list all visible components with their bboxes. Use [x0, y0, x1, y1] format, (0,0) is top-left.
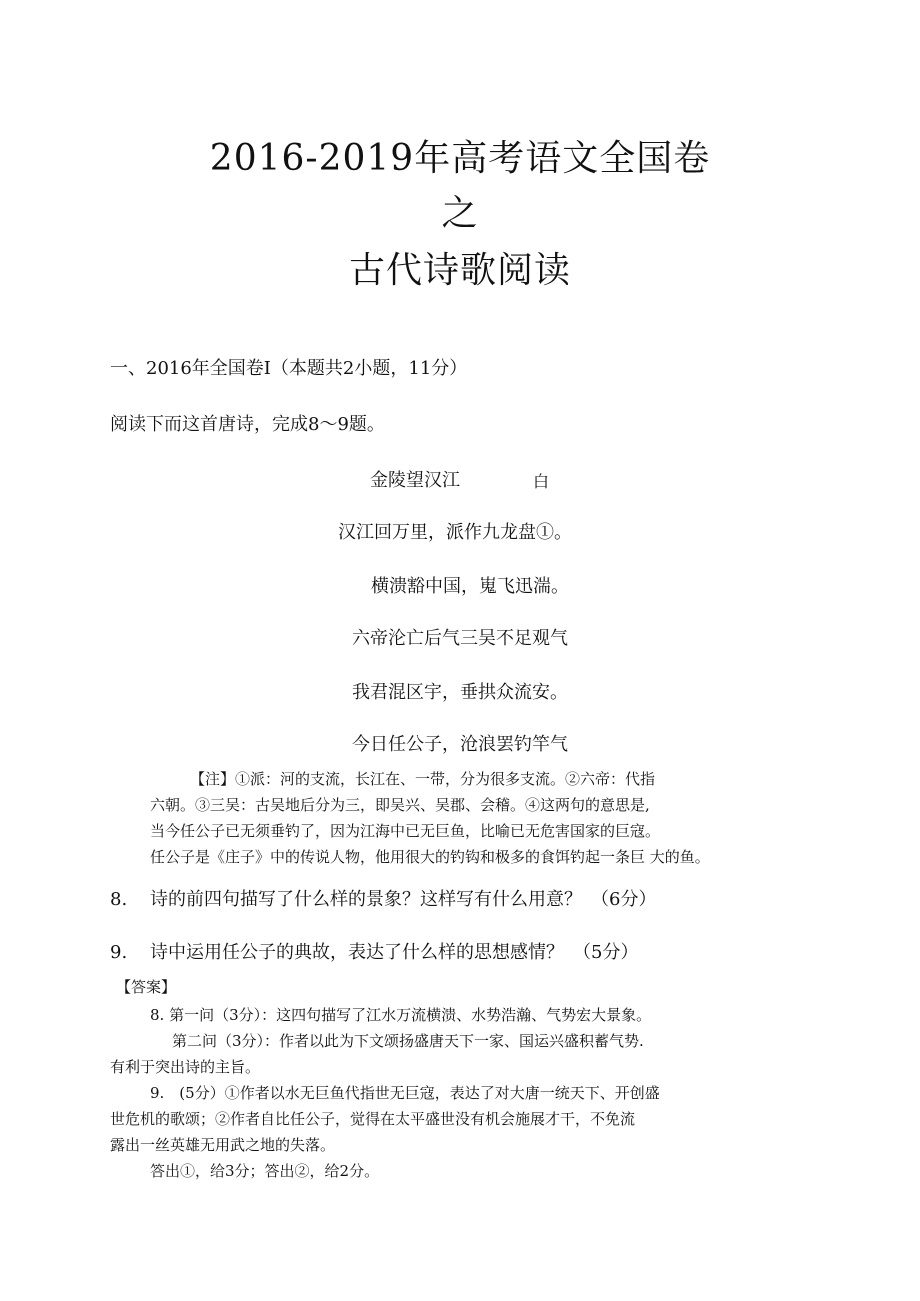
- page-title-connector: 之: [441, 193, 479, 234]
- poem-line: 我君混区宇，垂拱众流安。: [352, 682, 568, 703]
- page-subtitle: 古代诗歌阅读: [348, 250, 571, 291]
- note-line: 【注】①派：河的支流，长江在、一带，分为很多支流。②六帝：代指: [190, 770, 656, 788]
- answer-line: 世危机的歌颂；②作者自比任公子，觉得在太平盛世没有机会施展才干，不免流: [110, 1110, 636, 1128]
- note-line: 当今任公子已无须垂钓了，因为江海中已无巨鱼，比喻已无危害国家的巨寇。: [150, 822, 661, 840]
- section-instruction: 阅读下而这首唐诗，完成8〜9题。: [110, 414, 385, 435]
- answer-line: 第二问（3分）：作者以此为下文颂扬盛唐天下一家、国运兴盛积蓄气势.: [172, 1032, 644, 1050]
- question-number: 8.: [110, 889, 128, 910]
- question-number: 9.: [110, 942, 128, 963]
- answer-line: 有利于突出诗的主旨。: [110, 1058, 261, 1076]
- page-title: 2016-2019年高考语文全国卷: [209, 138, 711, 179]
- answer-line: 9. (5分）①作者以水无巨鱼代指世无巨寇，表达了对大唐一统天下、开创盛: [150, 1084, 660, 1102]
- poem-title: 金陵望汉江: [370, 470, 460, 491]
- poem-line: 今日任公子，沧浪罢钓竿气: [352, 734, 568, 755]
- question-text: 诗的前四句描写了什么样的景象？这样写有什么用意？ （6分）: [150, 889, 657, 910]
- answer-line: 8. 第一问（3分）：这四句描写了江水万流横溃、水势浩瀚、气势宏大景象。: [150, 1006, 652, 1024]
- poem-line: 横溃豁中国，嵬飞迅湍。: [371, 576, 569, 597]
- question-text: 诗中运用任公子的典故，表达了什么样的思想感情？ （5分）: [150, 942, 639, 963]
- poem-line: 六帝沦亡后气三吴不足观气: [352, 628, 568, 649]
- answer-label: 【答案】: [116, 978, 177, 996]
- section-heading: 一、2016年全国卷I（本题共2小题，11分）: [110, 358, 468, 379]
- answer-line: 露出一丝英雄无用武之地的失落。: [110, 1136, 336, 1154]
- poem-author: 白: [533, 472, 550, 491]
- note-line: 六朝。③三吴：古吴地后分为三，即吴兴、吴郡、会稽。④这两句的意思是,: [150, 796, 650, 814]
- question-8: [110, 885, 656, 911]
- answer-line: 答出①，给3分；答出②，给2分。: [150, 1162, 380, 1180]
- question-9: [110, 938, 638, 964]
- poem-line: 汉江回万里，派作九龙盘①。: [338, 522, 572, 543]
- note-line: 任公子是《庄子》中的传说人物，他用很大的钓钩和极多的食饵钓起一条巨 大的鱼。: [150, 848, 710, 866]
